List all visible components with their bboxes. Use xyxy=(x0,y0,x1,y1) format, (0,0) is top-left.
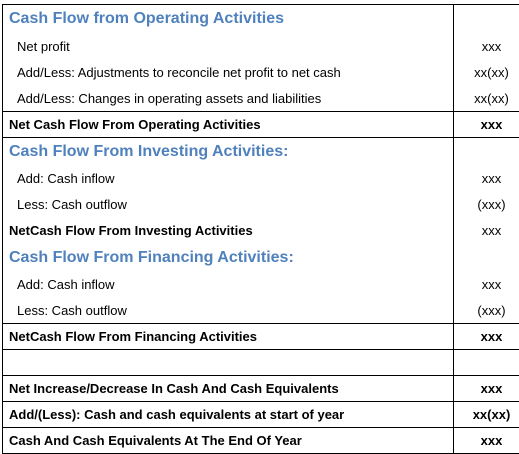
line-item-net-profit xyxy=(3,34,519,60)
total-opening-balance xyxy=(3,402,519,428)
row-label: Net Increase/Decrease In Cash And Cash Equivalents xyxy=(3,376,454,402)
cash-flow-statement xyxy=(2,4,517,454)
cash-flow-table xyxy=(2,4,519,454)
line-item-investing-outflow xyxy=(3,192,519,218)
row-label: Less: Cash outflow xyxy=(3,192,454,218)
section-header-investing xyxy=(3,138,519,166)
section-header-operating xyxy=(3,5,519,34)
section-header-financing xyxy=(3,244,519,272)
total-net-change xyxy=(3,376,519,402)
row-amount xyxy=(454,5,519,34)
row-amount xyxy=(454,350,519,376)
row-amount: xxx xyxy=(454,376,519,402)
line-item-investing-inflow xyxy=(3,166,519,192)
row-label: Less: Cash outflow xyxy=(3,298,454,324)
row-amount: xx(xx) xyxy=(454,60,519,86)
row-amount xyxy=(454,138,519,166)
row-amount: xxx xyxy=(454,112,519,138)
row-label: Net profit xyxy=(3,34,454,60)
row-amount: xxx xyxy=(454,166,519,192)
row-label: NetCash Flow From Investing Activities xyxy=(3,218,454,244)
row-label: Add/(Less): Cash and cash equivalents at start of year xyxy=(3,402,454,428)
row-label: Add: Cash inflow xyxy=(3,166,454,192)
row-label: Add/Less: Adjustments to reconcile net profit to net cash xyxy=(3,60,454,86)
row-label xyxy=(3,350,454,376)
row-amount: xxx xyxy=(454,34,519,60)
row-amount: xxx xyxy=(454,218,519,244)
row-label: Cash Flow From Financing Activities: xyxy=(3,244,454,272)
row-label: Cash Flow From Investing Activities: xyxy=(3,138,454,166)
line-item-adjustments xyxy=(3,60,519,86)
line-item-financing-outflow xyxy=(3,298,519,324)
row-amount: xxx xyxy=(454,428,519,454)
row-amount: (xxx) xyxy=(454,298,519,324)
row-amount: xx(xx) xyxy=(454,402,519,428)
row-label: Add: Cash inflow xyxy=(3,272,454,298)
row-label: NetCash Flow From Financing Activities xyxy=(3,324,454,350)
row-amount xyxy=(454,244,519,272)
row-label: Cash And Cash Equivalents At The End Of Year xyxy=(3,428,454,454)
row-amount: xx(xx) xyxy=(454,86,519,112)
total-investing xyxy=(3,218,519,244)
row-label: Add/Less: Changes in operating assets and liabilities xyxy=(3,86,454,112)
row-amount: xxx xyxy=(454,324,519,350)
line-item-working-capital xyxy=(3,86,519,112)
total-financing xyxy=(3,324,519,350)
blank-row xyxy=(3,350,519,376)
total-operating xyxy=(3,112,519,138)
row-amount: xxx xyxy=(454,272,519,298)
line-item-financing-inflow xyxy=(3,272,519,298)
row-label: Cash Flow from Operating Activities xyxy=(3,5,454,34)
row-amount: (xxx) xyxy=(454,192,519,218)
row-label: Net Cash Flow From Operating Activities xyxy=(3,112,454,138)
